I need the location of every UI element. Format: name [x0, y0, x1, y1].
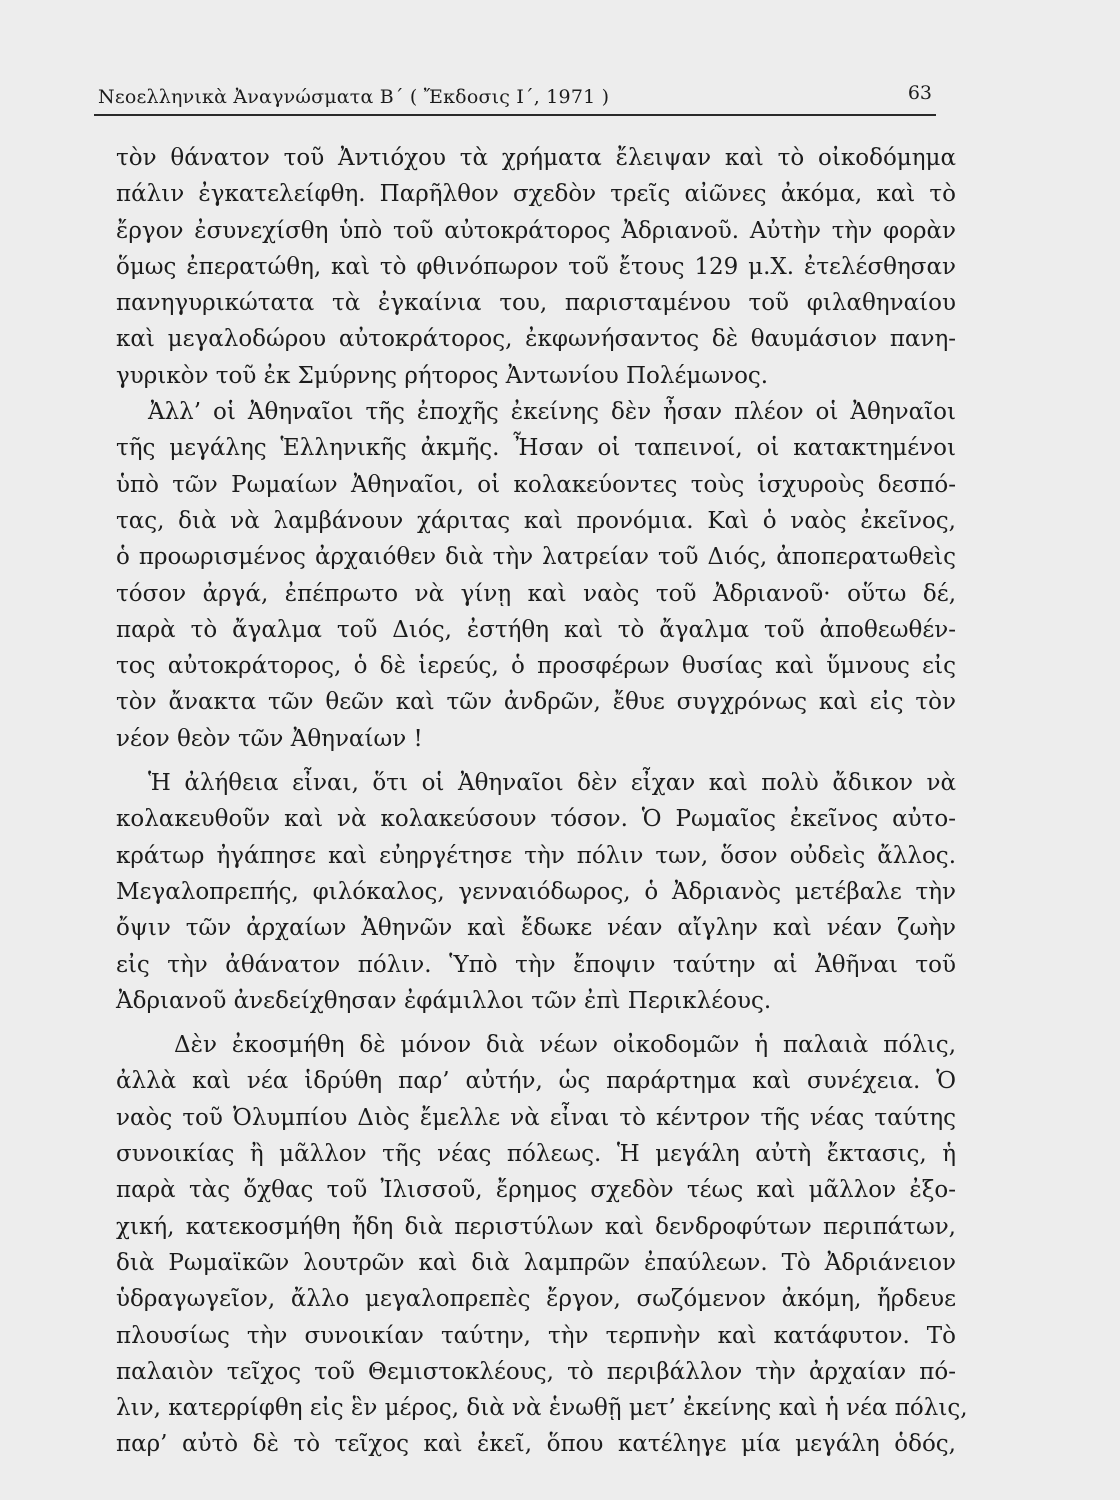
text-line: ὑπὸ τῶν Ρωμαίων Ἀθηναῖοι, οἱ κολακεύοντες τοὺς ἰσχυροὺς δεσπό- [116, 471, 956, 498]
text-line: πανηγυρικώτατα τὰ ἐγκαίνια του, παρισταμένου τοῦ φιλαθηναίου [116, 290, 956, 317]
text-line: παρὰ τὸ ἄγαλμα τοῦ Διός, ἐστήθη καὶ τὸ ἄγαλμα τοῦ ἀποθεωθέν- [116, 616, 956, 643]
running-head-title: Νεοελληνικὰ Ἀναγνώσματα Β΄ ( Ἔκδοσις Ι΄, 1971 ) [98, 86, 610, 108]
text-line: ὅμως ἐπερατώθη, καὶ τὸ φθινόπωρον τοῦ ἔτους 129 μ.Χ. ἐτελέσθησαν [116, 253, 956, 280]
text-line: ἔργον ἐσυνεχίσθη ὑπὸ τοῦ αὐτοκράτορος Ἀδριανοῦ. Αὐτὴν τὴν φορὰν [116, 217, 956, 244]
body-text [116, 140, 968, 1463]
page-number: 63 [907, 82, 932, 104]
text-line: παλαιὸν τεῖχος τοῦ Θεμιστοκλέους, τὸ περιβάλλον τὴν ἀρχαίαν πό- [116, 1358, 956, 1385]
text-line: τος αὐτοκράτορος, ὁ δὲ ἱερεύς, ὁ προσφέρων θυσίας καὶ ὕμνους εἰς [116, 653, 956, 680]
text-line: Ἡ ἀλήθεια εἶναι, ὅτι οἱ Ἀθηναῖοι δὲν εἶχαν καὶ πολὺ ἄδικον νὰ [148, 770, 956, 797]
text-line: πάλιν ἐγκατελείφθη. Παρῆλθον σχεδὸν τρεῖς αἰῶνες ἀκόμα, καὶ τὸ [116, 181, 956, 208]
text-line: Μεγαλοπρεπής, φιλόκαλος, γενναιόδωρος, ὁ Ἀδριανὸς μετέβαλε τὴν [116, 878, 956, 905]
text-line: παρὰ τὰς ὄχθας τοῦ Ἰλισσοῦ, ἔρημος σχεδὸν τέως καὶ μᾶλλον ἐξο- [116, 1177, 956, 1204]
text-line: ναὸς τοῦ Ὀλυμπίου Διὸς ἔμελλε νὰ εἶναι τὸ κέντρον τῆς νέας ταύτης [116, 1104, 956, 1131]
text-line: ὄψιν τῶν ἀρχαίων Ἀθηνῶν καὶ ἔδωκε νέαν αἴγλην καὶ νέαν ζωὴν [116, 915, 956, 942]
text-line: Ἀδριανοῦ ἀνεδείχθησαν ἐφάμιλλοι τῶν ἐπὶ Περικλέους. [116, 987, 772, 1014]
text-line: κολακευθοῦν καὶ νὰ κολακεύσουν τόσον. Ὁ Ρωμαῖος ἐκεῖνος αὐτο- [116, 806, 956, 833]
text-line: ὑδραγωγεῖον, ἄλλο μεγαλοπρεπὲς ἔργον, σωζόμενον ἀκόμη, ἤρδευε [116, 1286, 956, 1313]
text-line: Ἀλλ’ οἱ Ἀθηναῖοι τῆς ἐποχῆς ἐκείνης δὲν ἦσαν πλέον οἱ Ἀθηναῖοι [148, 399, 956, 426]
text-line: χική, κατεκοσμήθη ἤδη διὰ περιστύλων καὶ δενδροφύτων περιπάτων, [116, 1213, 956, 1240]
text-line: νέον θεὸν τῶν Ἀθηναίων ! [116, 725, 423, 752]
text-line: τὸν ἄνακτα τῶν θεῶν καὶ τῶν ἀνδρῶν, ἔθυε συγχρόνως καὶ εἰς τὸν [116, 689, 956, 716]
text-line: τὸν θάνατον τοῦ Ἀντιόχου τὰ χρήματα ἔλειψαν καὶ τὸ οἰκοδόμημα [116, 145, 956, 171]
text-line: πλουσίως τὴν συνοικίαν ταύτην, τὴν τερπνὴν καὶ κατάφυτον. Τὸ [116, 1322, 956, 1349]
text-line: συνοικίας ἢ μᾶλλον τῆς νέας πόλεως. Ἡ μεγάλη αὐτὴ ἔκτασις, ἡ [116, 1141, 956, 1168]
text-line: γυρικὸν τοῦ ἐκ Σμύρνης ρήτορος Ἀντωνίου Πολέμωνος. [116, 362, 769, 389]
text-line: ὁ προωρισμένος ἀρχαιόθεν διὰ τὴν λατρείαν τοῦ Διός, ἀποπερατωθεὶς [116, 544, 956, 571]
text-line: διὰ Ρωμαϊκῶν λουτρῶν καὶ διὰ λαμπρῶν ἐπαύλεων. Τὸ Ἀδριάνειον [116, 1249, 956, 1276]
text-line: κράτωρ ἠγάπησε καὶ εὐηργέτησε τὴν πόλιν των, ὅσον οὐδεὶς ἄλλος. [116, 842, 956, 869]
text-line: λιν, κατερρίφθη εἰς ἓν μέρος, διὰ νὰ ἑνωθῇ μετ’ ἐκείνης καὶ ἡ νέα πόλις, [116, 1395, 968, 1422]
paragraph [116, 757, 956, 1019]
text-line: τῆς μεγάλης Ἑλληνικῆς ἀκμῆς. Ἦσαν οἱ ταπεινοί, οἱ κατακτημένοι [116, 435, 956, 462]
text-line: Δὲν ἐκοσμήθη δὲ μόνον διὰ νέων οἰκοδομῶν ἡ παλαιὰ πόλις, [174, 1032, 956, 1059]
text-line: καὶ μεγαλοδώρου αὐτοκράτορος, ἐκφωνήσαντος δὲ θαυμάσιον πανη- [116, 326, 956, 353]
paragraph [116, 394, 956, 757]
text-line: τόσον ἀργά, ἐπέπρωτο νὰ γίνῃ καὶ ναὸς τοῦ Ἀδριανοῦ· οὕτω δέ, [116, 580, 956, 607]
paragraph [116, 1019, 968, 1463]
text-line: εἰς τὴν ἀθάνατον πόλιν. Ὑπὸ τὴν ἔποψιν ταύτην αἱ Ἀθῆναι τοῦ [116, 951, 956, 978]
paragraph [116, 140, 956, 394]
text-line: παρ’ αὐτὸ δὲ τὸ τεῖχος καὶ ἐκεῖ, ὅπου κατέληγε μία μεγάλη ὁδός, [116, 1431, 956, 1458]
text-line: ἀλλὰ καὶ νέα ἱδρύθη παρ’ αὐτήν, ὡς παράρτημα καὶ συνέχεια. Ὁ [116, 1068, 956, 1095]
running-head [94, 78, 936, 116]
text-line: τας, διὰ νὰ λαμβάνουν χάριτας καὶ προνόμια. Καὶ ὁ ναὸς ἐκεῖνος, [116, 507, 956, 534]
